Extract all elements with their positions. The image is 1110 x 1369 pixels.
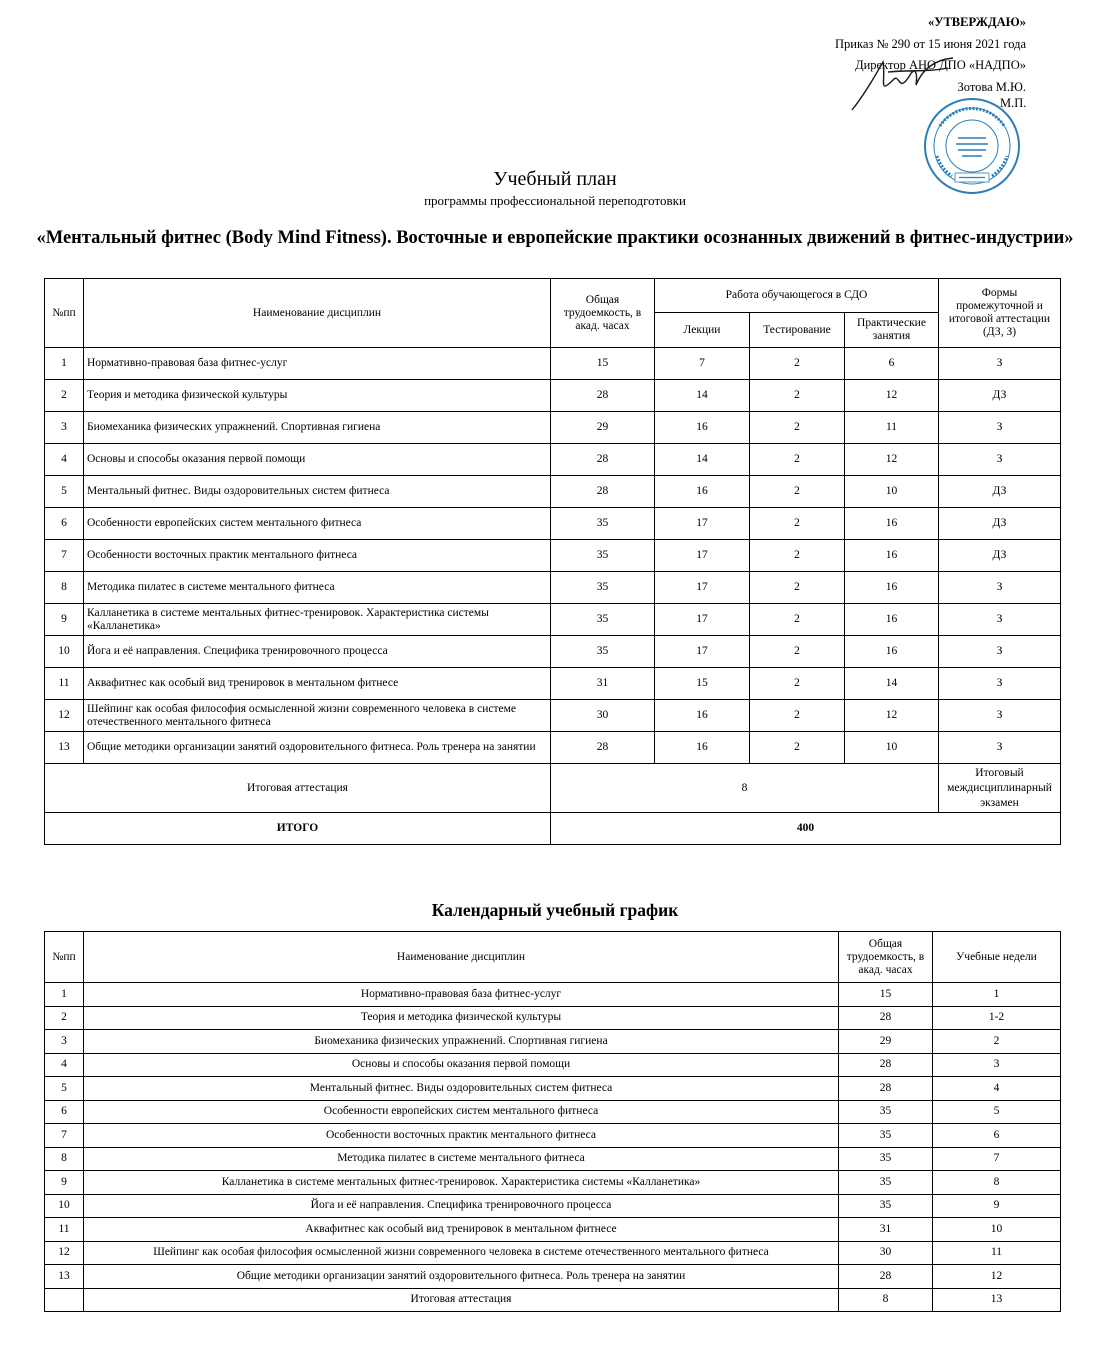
- row-number: 5: [45, 476, 84, 508]
- col-header-practice: Практические занятия: [845, 313, 939, 348]
- total-hours: 400: [551, 813, 1061, 845]
- row-number: 4: [45, 1053, 84, 1077]
- row-number: 3: [45, 1030, 84, 1054]
- col-header-work: Работа обучающегося в СДО: [655, 279, 939, 313]
- discipline-name: Аквафитнес как особый вид тренировок в ментальном фитнесе: [84, 1218, 839, 1242]
- weeks-cell: 5: [933, 1100, 1061, 1124]
- discipline-name: Йога и её направления. Специфика тренировочного процесса: [84, 1194, 839, 1218]
- weeks-cell: 1: [933, 983, 1061, 1007]
- program-title: «Ментальный фитнес (Body Mind Fitness). Восточные и европейские практики осознанных движений в фитнес-индустрии»: [36, 228, 1074, 248]
- total-hours-cell: 29: [551, 412, 655, 444]
- discipline-name: Особенности европейских систем ментального фитнеса: [84, 508, 551, 540]
- attestation-form-cell: ДЗ: [939, 540, 1061, 572]
- attestation-form-cell: З: [939, 412, 1061, 444]
- total-hours-cell: 30: [839, 1241, 933, 1265]
- plan-subtitle: программы профессиональной переподготовки: [424, 193, 686, 208]
- attestation-form-cell: ДЗ: [939, 476, 1061, 508]
- testing-cell: 2: [750, 476, 845, 508]
- attestation-form-cell: З: [939, 732, 1061, 764]
- row-number: 6: [45, 1100, 84, 1124]
- row-number: 9: [45, 1171, 84, 1195]
- practice-cell: 10: [845, 476, 939, 508]
- weeks-cell: 6: [933, 1124, 1061, 1148]
- sched-header-name: Наименование дисциплин: [84, 932, 839, 983]
- table-row: [45, 1194, 1061, 1218]
- discipline-name: Шейпинг как особая философия осмысленной жизни современного человека в системе отечественного ментального фитнеса: [84, 700, 551, 732]
- row-number: [45, 1288, 84, 1312]
- lectures-cell: 17: [655, 572, 750, 604]
- attestation-form-cell: З: [939, 636, 1061, 668]
- lectures-cell: 17: [655, 540, 750, 572]
- testing-cell: 2: [750, 732, 845, 764]
- lectures-cell: 17: [655, 636, 750, 668]
- row-number: 11: [45, 1218, 84, 1242]
- discipline-name: Биомеханика физических упражнений. Спортивная гигиена: [84, 412, 551, 444]
- table-row: [45, 1100, 1061, 1124]
- table-row: [45, 1241, 1061, 1265]
- weeks-cell: 2: [933, 1030, 1061, 1054]
- total-hours-cell: 31: [839, 1218, 933, 1242]
- table-row: [45, 444, 1061, 476]
- table-row: [45, 1288, 1061, 1312]
- lectures-cell: 7: [655, 348, 750, 380]
- table-row: [45, 1265, 1061, 1289]
- row-number: 2: [45, 380, 84, 412]
- row-number: 1: [45, 348, 84, 380]
- lectures-cell: 15: [655, 668, 750, 700]
- lectures-cell: 16: [655, 476, 750, 508]
- row-number: 10: [45, 636, 84, 668]
- weeks-cell: 3: [933, 1053, 1061, 1077]
- lectures-cell: 16: [655, 412, 750, 444]
- approval-name: Зотова М.Ю.: [957, 79, 1026, 94]
- sched-header-num: №пп: [45, 932, 84, 983]
- row-number: 10: [45, 1194, 84, 1218]
- lectures-cell: 17: [655, 508, 750, 540]
- total-hours-cell: 35: [551, 636, 655, 668]
- discipline-name: Особенности восточных практик ментального фитнеса: [84, 540, 551, 572]
- testing-cell: 2: [750, 380, 845, 412]
- practice-cell: 6: [845, 348, 939, 380]
- col-header-total: Общая трудоемкость, в акад. часах: [551, 279, 655, 348]
- row-number: 6: [45, 508, 84, 540]
- table-row: [45, 476, 1061, 508]
- table-row: [45, 983, 1061, 1007]
- stamp-place-label: М.П.: [1000, 96, 1027, 110]
- row-number: 9: [45, 604, 84, 636]
- row-number: 3: [45, 412, 84, 444]
- col-header-name: Наименование дисциплин: [84, 279, 551, 348]
- weeks-cell: 4: [933, 1077, 1061, 1101]
- discipline-name: Методика пилатес в системе ментального фитнеса: [84, 572, 551, 604]
- schedule-rows: [45, 983, 1061, 1312]
- row-number: 13: [45, 1265, 84, 1289]
- discipline-name: Калланетика в системе ментальных фитнес-тренировок. Характеристика системы «Калланетика»: [84, 604, 551, 636]
- row-number: 11: [45, 668, 84, 700]
- discipline-name: Особенности восточных практик ментального фитнеса: [84, 1124, 839, 1148]
- testing-cell: 2: [750, 636, 845, 668]
- total-hours-cell: 35: [839, 1124, 933, 1148]
- discipline-name: Нормативно-правовая база фитнес-услуг: [84, 348, 551, 380]
- practice-cell: 14: [845, 668, 939, 700]
- discipline-name: Особенности европейских систем ментального фитнеса: [84, 1100, 839, 1124]
- weeks-cell: 11: [933, 1241, 1061, 1265]
- row-number: 13: [45, 732, 84, 764]
- total-hours-cell: 8: [839, 1288, 933, 1312]
- table-row: [45, 604, 1061, 636]
- discipline-name: Ментальный фитнес. Виды оздоровительных систем фитнеса: [84, 1077, 839, 1101]
- total-hours-cell: 31: [551, 668, 655, 700]
- row-number: 8: [45, 572, 84, 604]
- discipline-name: Теория и методика физической культуры: [84, 1006, 839, 1030]
- testing-cell: 2: [750, 668, 845, 700]
- discipline-name: Йога и её направления. Специфика тренировочного процесса: [84, 636, 551, 668]
- attestation-form-cell: З: [939, 668, 1061, 700]
- approval-heading: «УТВЕРЖДАЮ»: [928, 15, 1026, 29]
- total-hours-cell: 28: [839, 1077, 933, 1101]
- discipline-name: Ментальный фитнес. Виды оздоровительных систем фитнеса: [84, 476, 551, 508]
- table-row: [45, 1006, 1061, 1030]
- discipline-name: Биомеханика физических упражнений. Спортивная гигиена: [84, 1030, 839, 1054]
- col-header-num: №пп: [45, 279, 84, 348]
- discipline-name: Аквафитнес как особый вид тренировок в ментальном фитнесе: [84, 668, 551, 700]
- testing-cell: 2: [750, 572, 845, 604]
- total-hours-cell: 29: [839, 1030, 933, 1054]
- discipline-name: Теория и методика физической культуры: [84, 380, 551, 412]
- testing-cell: 2: [750, 412, 845, 444]
- discipline-name: Основы и способы оказания первой помощи: [84, 444, 551, 476]
- lectures-cell: 14: [655, 444, 750, 476]
- weeks-cell: 1-2: [933, 1006, 1061, 1030]
- attestation-form-cell: З: [939, 348, 1061, 380]
- final-attestation-label: Итоговая аттестация: [45, 764, 551, 813]
- table-row: [45, 668, 1061, 700]
- discipline-name: Основы и способы оказания первой помощи: [84, 1053, 839, 1077]
- attestation-form-cell: ДЗ: [939, 508, 1061, 540]
- schedule-table: [44, 931, 1061, 1312]
- table-row: [45, 636, 1061, 668]
- total-hours-cell: 28: [551, 732, 655, 764]
- lectures-cell: 16: [655, 700, 750, 732]
- total-hours-cell: 28: [551, 444, 655, 476]
- total-label: ИТОГО: [45, 813, 551, 845]
- total-hours-cell: 30: [551, 700, 655, 732]
- attestation-form-cell: ДЗ: [939, 380, 1061, 412]
- total-hours-cell: 28: [839, 1053, 933, 1077]
- discipline-name: Общие методики организации занятий оздоровительного фитнеса. Роль тренера на занятии: [84, 732, 551, 764]
- discipline-name: Итоговая аттестация: [84, 1288, 839, 1312]
- row-number: 4: [45, 444, 84, 476]
- final-attestation-form: Итоговый междисциплинарный экзамен: [939, 764, 1061, 813]
- table-row: [45, 348, 1061, 380]
- total-hours-cell: 35: [551, 572, 655, 604]
- practice-cell: 10: [845, 732, 939, 764]
- row-number: 7: [45, 540, 84, 572]
- practice-cell: 12: [845, 444, 939, 476]
- table-row: [45, 1218, 1061, 1242]
- total-hours-cell: 35: [551, 540, 655, 572]
- total-hours-cell: 28: [551, 476, 655, 508]
- approval-director: Директор АНО ДПО «НАДПО»: [855, 58, 1026, 72]
- row-number: 12: [45, 1241, 84, 1265]
- table-row: [45, 380, 1061, 412]
- attestation-form-cell: З: [939, 572, 1061, 604]
- row-number: 2: [45, 1006, 84, 1030]
- final-attestation-hours: 8: [551, 764, 939, 813]
- table-row: [45, 1053, 1061, 1077]
- practice-cell: 12: [845, 700, 939, 732]
- total-hours-cell: 15: [839, 983, 933, 1007]
- row-number: 7: [45, 1124, 84, 1148]
- lectures-cell: 14: [655, 380, 750, 412]
- total-hours-cell: 15: [551, 348, 655, 380]
- testing-cell: 2: [750, 508, 845, 540]
- total-hours-cell: 28: [839, 1006, 933, 1030]
- plan-title: Учебный план: [493, 168, 617, 190]
- table-row: [45, 412, 1061, 444]
- curriculum-rows: [45, 348, 1061, 764]
- weeks-cell: 9: [933, 1194, 1061, 1218]
- practice-cell: 11: [845, 412, 939, 444]
- practice-cell: 16: [845, 540, 939, 572]
- row-number: 12: [45, 700, 84, 732]
- lectures-cell: 17: [655, 604, 750, 636]
- discipline-name: Шейпинг как особая философия осмысленной жизни современного человека в системе отечественного ментального фитнеса: [84, 1241, 839, 1265]
- total-hours-cell: 35: [839, 1100, 933, 1124]
- testing-cell: 2: [750, 540, 845, 572]
- col-header-testing: Тестирование: [750, 313, 845, 348]
- row-number: 5: [45, 1077, 84, 1101]
- total-hours-cell: 35: [551, 508, 655, 540]
- attestation-form-cell: З: [939, 700, 1061, 732]
- row-number: 1: [45, 983, 84, 1007]
- practice-cell: 16: [845, 572, 939, 604]
- weeks-cell: 12: [933, 1265, 1061, 1289]
- discipline-name: Нормативно-правовая база фитнес-услуг: [84, 983, 839, 1007]
- practice-cell: 16: [845, 604, 939, 636]
- total-hours-cell: 28: [839, 1265, 933, 1289]
- table-row: [45, 1030, 1061, 1054]
- table-row: [45, 540, 1061, 572]
- testing-cell: 2: [750, 700, 845, 732]
- practice-cell: 16: [845, 508, 939, 540]
- curriculum-table: [44, 278, 1061, 845]
- weeks-cell: 8: [933, 1171, 1061, 1195]
- testing-cell: 2: [750, 348, 845, 380]
- attestation-form-cell: З: [939, 444, 1061, 476]
- weeks-cell: 13: [933, 1288, 1061, 1312]
- attestation-form-cell: З: [939, 604, 1061, 636]
- practice-cell: 16: [845, 636, 939, 668]
- sched-header-total: Общая трудоемкость, в акад. часах: [839, 932, 933, 983]
- table-row: [45, 700, 1061, 732]
- table-row: [45, 1077, 1061, 1101]
- testing-cell: 2: [750, 444, 845, 476]
- weeks-cell: 7: [933, 1147, 1061, 1171]
- row-number: 8: [45, 1147, 84, 1171]
- testing-cell: 2: [750, 604, 845, 636]
- table-row: [45, 572, 1061, 604]
- total-hours-cell: 28: [551, 380, 655, 412]
- practice-cell: 12: [845, 380, 939, 412]
- schedule-title: Календарный учебный график: [431, 900, 679, 920]
- discipline-name: Методика пилатес в системе ментального фитнеса: [84, 1147, 839, 1171]
- discipline-name: Общие методики организации занятий оздоровительного фитнеса. Роль тренера на занятии: [84, 1265, 839, 1289]
- table-row: [45, 1147, 1061, 1171]
- approval-order: Приказ № 290 от 15 июня 2021 года: [834, 36, 1026, 51]
- sched-header-weeks: Учебные недели: [933, 932, 1061, 983]
- table-row: [45, 508, 1061, 540]
- total-hours-cell: 35: [839, 1147, 933, 1171]
- total-hours-cell: 35: [551, 604, 655, 636]
- total-hours-cell: 35: [839, 1194, 933, 1218]
- table-row: [45, 1124, 1061, 1148]
- table-row: [45, 1171, 1061, 1195]
- lectures-cell: 16: [655, 732, 750, 764]
- col-header-lectures: Лекции: [655, 313, 750, 348]
- total-hours-cell: 35: [839, 1171, 933, 1195]
- table-row: [45, 732, 1061, 764]
- weeks-cell: 10: [933, 1218, 1061, 1242]
- discipline-name: Калланетика в системе ментальных фитнес-тренировок. Характеристика системы «Калланетика»: [84, 1171, 839, 1195]
- col-header-forms: Формы промежуточной и итоговой аттестации (ДЗ, З): [939, 279, 1061, 348]
